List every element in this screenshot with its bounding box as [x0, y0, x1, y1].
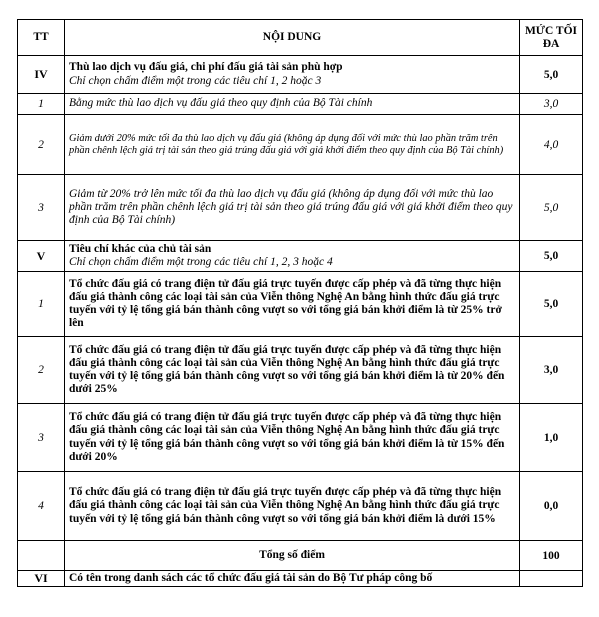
row-content: Giảm dưới 20% mức tối đa thù lao dịch vụ đấu giá (không áp dụng đối với mức thù lao phần trăm trên phần chênh lệch giá trị tài sản theo giá trúng đấu giá với giá khởi điểm theo quy định của Bộ Tài chính)	[65, 115, 520, 175]
header-score: MỨC TỐI ĐA	[520, 20, 583, 56]
row-content	[65, 56, 520, 94]
scoring-table	[17, 19, 583, 587]
table-row	[18, 175, 583, 241]
row-number: IV	[18, 56, 65, 94]
row-score: 5,0	[520, 175, 583, 241]
row-content	[65, 241, 520, 272]
section-note: Chỉ chọn chấm điểm một trong các tiêu chí 1, 2 hoặc 3	[69, 74, 322, 87]
row-content: Tổ chức đấu giá có trang điện tử đấu giá trực tuyến được cấp phép và đã từng thực hiện đấu giá thành công các loại tài sản của Viễn thông Nghệ An bằng hình thức đấu giá trực tuyến với tỷ lệ tổng giá bán thành công vượt so với tổng giá bán khởi điểm là từ 15% đến dưới 20%	[65, 404, 520, 472]
row-content: Có tên trong danh sách các tổ chức đấu giá tài sản do Bộ Tư pháp công bố	[65, 571, 520, 587]
row-score: 4,0	[520, 115, 583, 175]
table-row	[18, 272, 583, 337]
row-score: 3,0	[520, 94, 583, 115]
section-title: Thù lao dịch vụ đấu giá, chi phí đấu giá tài sản phù hợp	[69, 61, 343, 74]
row-number: 1	[18, 272, 65, 337]
table-row	[18, 337, 583, 404]
row-number: 4	[18, 472, 65, 541]
table-row	[18, 472, 583, 541]
row-score: 0,0	[520, 472, 583, 541]
row-content: Giảm từ 20% trở lên mức tối đa thù lao dịch vụ đấu giá (không áp dụng đối với mức thù lao phần trăm trên phần chênh lệch giá trị tài sản theo giá trúng đấu giá với giá khởi điểm theo quy định của Bộ Tài chính)	[65, 175, 520, 241]
row-number: 3	[18, 175, 65, 241]
table-row	[18, 56, 583, 94]
row-score: 5,0	[520, 272, 583, 337]
header-content: NỘI DUNG	[65, 20, 520, 56]
row-number: VI	[18, 571, 65, 587]
row-number: 2	[18, 337, 65, 404]
section-note: Chỉ chọn chấm điểm một trong các tiêu chí 1, 2, 3 hoặc 4	[69, 256, 333, 268]
row-content: Tổ chức đấu giá có trang điện tử đấu giá trực tuyến được cấp phép và đã từng thực hiện đấu giá thành công các loại tài sản của Viễn thông Nghệ An bằng hình thức đấu giá trực tuyến với tỷ lệ tổng giá bán thành công vượt so với tổng giá bán khởi điểm là dưới 15%	[65, 472, 520, 541]
section-title: Tiêu chí khác của chủ tài sản	[69, 242, 212, 255]
row-score: 3,0	[520, 337, 583, 404]
row-score	[520, 571, 583, 587]
row-number: V	[18, 241, 65, 272]
row-content: Tổ chức đấu giá có trang điện tử đấu giá trực tuyến được cấp phép và đã từng thực hiện đấu giá thành công các loại tài sản của Viễn thông Nghệ An bằng hình thức đấu giá trực tuyến với tỷ lệ tổng giá bán thành công vượt so với tổng giá bán khởi điểm là từ 25% trở lên	[65, 272, 520, 337]
total-row	[18, 541, 583, 571]
row-number: 3	[18, 404, 65, 472]
row-score: 5,0	[520, 241, 583, 272]
table-row	[18, 571, 583, 587]
row-number: 1	[18, 94, 65, 115]
row-content: Bằng mức thù lao dịch vụ đấu giá theo quy định của Bộ Tài chính	[65, 94, 520, 115]
row-number: 2	[18, 115, 65, 175]
total-empty-cell	[18, 541, 65, 571]
table-header-row	[18, 20, 583, 56]
row-content: Tổ chức đấu giá có trang điện tử đấu giá trực tuyến được cấp phép và đã từng thực hiện đấu giá thành công các loại tài sản của Viễn thông Nghệ An bằng hình thức đấu giá trực tuyến với tỷ lệ tổng giá bán thành công vượt so với tổng giá bán khởi điểm là từ 20% đến dưới 25%	[65, 337, 520, 404]
table-row	[18, 404, 583, 472]
table-row	[18, 94, 583, 115]
table-row	[18, 241, 583, 272]
row-score: 5,0	[520, 56, 583, 94]
table-row	[18, 115, 583, 175]
header-tt: TT	[18, 20, 65, 56]
row-score: 1,0	[520, 404, 583, 472]
total-score: 100	[520, 541, 583, 571]
total-label: Tổng số điểm	[65, 541, 520, 571]
